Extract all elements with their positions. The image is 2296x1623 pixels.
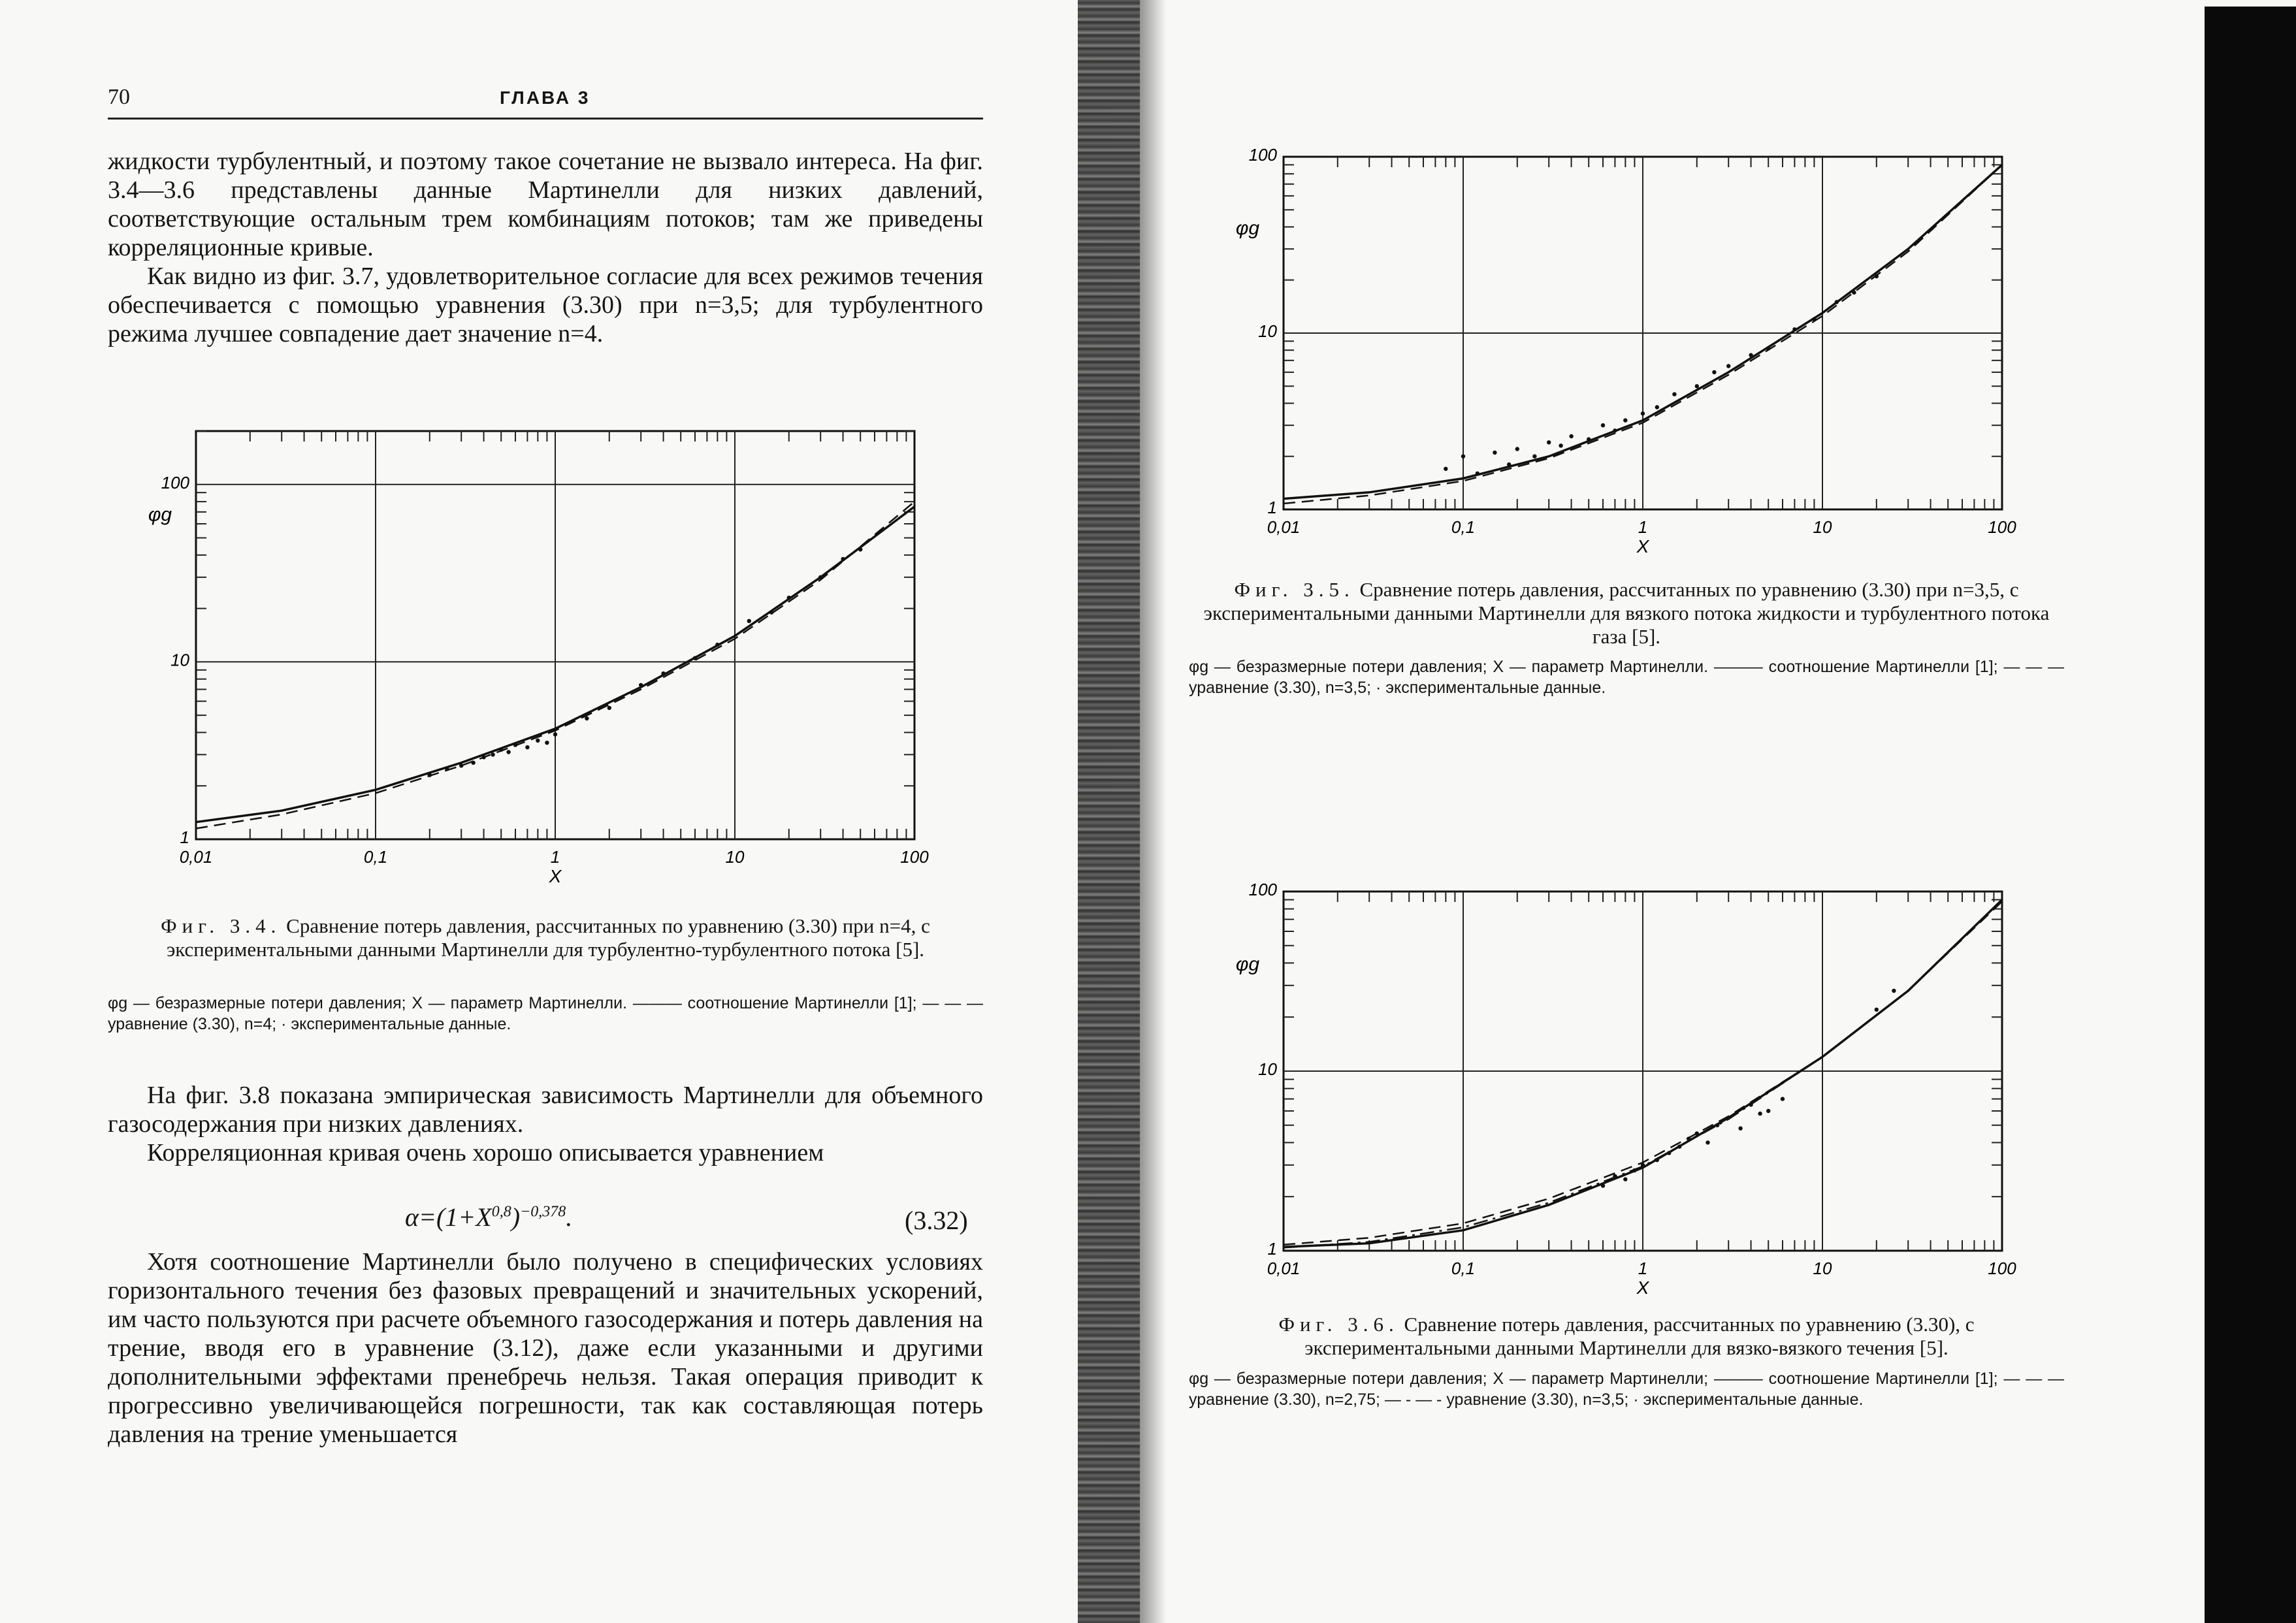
equation: $\alpha=(1+X^{0,8})^{-0,378}$. xyxy=(405,1202,573,1232)
x-axis-label: X xyxy=(549,866,562,886)
figure-caption-text: Сравнение потерь давления, рассчитанных по уравнению (3.30), с экспериментальными данными Мартинелли для вязко-вязкого течения [5]. xyxy=(1304,1313,1975,1359)
data-point xyxy=(1749,353,1753,357)
figure-caption-text: Сравнение потерь давления, рассчитанных по уравнению (3.30) при n=4, с экспериментальными данными Мартинелли для турбулентно-турбулентного потока [5]. xyxy=(166,914,930,961)
x-tick-label: 100 xyxy=(1988,1259,2016,1278)
x-tick-label: 10 xyxy=(1813,1259,1832,1278)
data-point xyxy=(1766,346,1770,350)
figure-label: Фиг. 3.6. xyxy=(1278,1313,1399,1336)
figure-caption xyxy=(1189,578,2064,649)
paragraph: Как видно из фиг. 3.7, удовлетворительное согласие для всех режимов течения обеспечивается с помощью уравнения (3.30) при n=3,5; для турбулентного режима лучшее совпадение дает значение n=4. xyxy=(108,263,983,347)
data-point xyxy=(1655,1158,1659,1162)
x-tick-label: 1 xyxy=(1638,1259,1648,1278)
data-point xyxy=(1672,392,1676,396)
y-axis-label: φg xyxy=(1235,954,1260,975)
data-point xyxy=(513,743,517,747)
data-point xyxy=(1623,418,1627,422)
data-point xyxy=(1712,370,1716,374)
data-point xyxy=(545,741,549,745)
data-point xyxy=(715,643,719,647)
figure-label: Фиг. 3.5. xyxy=(1234,578,1355,601)
x-axis-label: X xyxy=(1636,1278,1649,1298)
y-tick-label: 100 xyxy=(161,472,189,492)
y-axis-label: φg xyxy=(1235,217,1260,239)
data-point xyxy=(1601,1183,1605,1187)
data-point xyxy=(471,761,475,765)
y-tick-label: 10 xyxy=(1258,1059,1277,1079)
data-point xyxy=(1613,428,1617,432)
data-point xyxy=(1715,1123,1719,1127)
data-point xyxy=(1515,447,1519,451)
x-tick-label: 10 xyxy=(1813,517,1832,537)
figure-caption-text: Сравнение потерь давления, рассчитанных по уравнению (3.30) при n=3,5, с экспериментальными данными Мартинелли для вязкого потока жидкости и турбулентного потока газа [5]. xyxy=(1203,578,2050,648)
paragraph: Корреляционная кривая очень хорошо описывается уравнением xyxy=(147,1139,824,1166)
data-point xyxy=(1706,1140,1709,1144)
figure-3-4 xyxy=(0,418,1071,914)
data-point xyxy=(1852,291,1856,295)
data-point xyxy=(585,716,589,720)
y-tick-label: 1 xyxy=(1267,498,1277,517)
data-point xyxy=(428,773,432,777)
data-point xyxy=(506,750,510,754)
figure-legend: φg — безразмерные потери давления; X — параметр Мартинелли; ——— соотношение Мартинелли [1]; — — — уравнение (3.30), n=2,75; — - — - уравнение (3.30), n=3,5; · экспериментальные данные. xyxy=(1189,1370,2064,1409)
y-tick-label: 10 xyxy=(170,650,189,670)
data-point xyxy=(858,547,862,551)
x-tick-label: 10 xyxy=(725,847,745,867)
data-point xyxy=(1476,472,1479,475)
data-point xyxy=(1695,1131,1699,1135)
data-point xyxy=(607,706,611,710)
x-tick-label: 100 xyxy=(900,847,929,867)
x-tick-label: 0,1 xyxy=(1451,1259,1476,1278)
data-point xyxy=(553,732,557,736)
figure-3-6 xyxy=(1189,872,2071,1316)
x-tick-label: 0,01 xyxy=(1267,1259,1301,1278)
equation-number: (3.32) xyxy=(905,1206,968,1235)
body-text-middle xyxy=(108,1081,983,1167)
x-tick-label: 0,01 xyxy=(179,847,213,867)
figure-caption xyxy=(1189,1313,2064,1360)
paragraph: жидкости турбулентный, и поэтому такое сочетание не вызвало интереса. На фиг. 3.4—3.6 представлены данные Мартинелли для низких давлений, соответствующие остальным трем комбинациям потоков; там же приведены корреляционные кривые. xyxy=(108,148,983,261)
y-axis-label: φg xyxy=(148,504,172,526)
figure-legend: φg — безразмерные потери давления; X — параметр Мартинелли. ——— соотношение Мартинелли [1]; — — — уравнение (3.30), n=3,5; · экспериментальные данные. xyxy=(1189,658,2064,697)
data-point xyxy=(1444,467,1447,471)
data-point xyxy=(1613,1174,1617,1178)
gutter-shadow xyxy=(1140,0,1166,1623)
data-point xyxy=(1655,405,1659,409)
data-point xyxy=(1641,1163,1645,1167)
data-point xyxy=(1547,440,1551,444)
data-point xyxy=(491,752,494,756)
data-point xyxy=(459,763,463,767)
data-point xyxy=(1601,423,1605,427)
x-tick-label: 0,1 xyxy=(1451,517,1476,537)
data-point xyxy=(1507,462,1511,466)
data-point xyxy=(536,739,540,743)
x-tick-label: 0,1 xyxy=(363,847,388,867)
scan-edge xyxy=(2205,7,2296,1623)
data-point xyxy=(525,745,529,749)
data-point xyxy=(1792,327,1796,331)
y-tick-label: 100 xyxy=(1248,145,1277,165)
y-tick-label: 100 xyxy=(1248,880,1277,899)
x-tick-label: 100 xyxy=(1988,517,2016,537)
page-number: 70 xyxy=(108,85,130,109)
data-point xyxy=(1587,437,1591,441)
x-tick-label: 0,01 xyxy=(1267,517,1301,537)
chapter-title: ГЛАВА 3 xyxy=(500,88,590,108)
body-text-bottom xyxy=(108,1247,983,1449)
data-point xyxy=(1559,443,1562,447)
data-point xyxy=(1875,1008,1879,1012)
data-point xyxy=(1632,1168,1636,1172)
x-axis-label: X xyxy=(1636,536,1649,556)
data-point xyxy=(1749,1102,1753,1106)
data-point xyxy=(1812,317,1816,321)
x-tick-label: 1 xyxy=(550,847,560,867)
data-point xyxy=(661,671,665,675)
data-point xyxy=(1623,1177,1627,1181)
data-point xyxy=(1461,455,1465,458)
data-point xyxy=(445,767,449,771)
data-point xyxy=(1641,411,1645,415)
data-point xyxy=(1875,274,1879,278)
data-point xyxy=(841,557,845,561)
data-point xyxy=(1687,1136,1690,1140)
body-text-top xyxy=(108,147,983,348)
figure-caption xyxy=(108,914,983,961)
data-point xyxy=(1667,1151,1671,1155)
data-point xyxy=(639,683,643,687)
book-gutter xyxy=(1078,0,1140,1623)
data-point xyxy=(1892,989,1896,993)
data-point xyxy=(1781,1097,1785,1101)
y-tick-label: 1 xyxy=(180,828,189,847)
y-tick-label: 10 xyxy=(1258,321,1277,341)
data-point xyxy=(769,611,773,615)
paragraph: Хотя соотношение Мартинелли было получено в специфических условиях горизонтального течения без фазовых превращений и значительных ускорений, им часто пользуются при расчете объемного газосодержания и потерь давления на трение, вводя его в уравнение (3.12), даже если указанными и другими дополнительными эффектами пренебречь нельзя. Такая операция приводит к прогрессивно увеличивающейся погрешности, так как составляющая потерь давления на трение уменьшается xyxy=(108,1248,983,1448)
data-point xyxy=(747,619,751,623)
data-point xyxy=(1677,1144,1681,1148)
figure-legend: φg — безразмерные потери давления; X — параметр Мартинелли. ——— соотношение Мартинелли [1]; — — — уравнение (3.30), n=4; · экспериментальные данные. xyxy=(108,994,983,1033)
x-tick-label: 1 xyxy=(1638,517,1648,537)
data-point xyxy=(1758,1112,1762,1116)
page-header xyxy=(108,85,983,120)
data-point xyxy=(1835,300,1839,304)
data-point xyxy=(1726,364,1730,368)
data-point xyxy=(1695,384,1699,388)
data-point xyxy=(1569,434,1573,438)
data-point xyxy=(787,596,791,600)
figure-label: Фиг. 3.4. xyxy=(161,914,282,937)
data-point xyxy=(1766,1109,1770,1113)
data-point xyxy=(499,748,503,752)
y-tick-label: 1 xyxy=(1267,1239,1277,1259)
data-point xyxy=(481,755,485,759)
data-point xyxy=(818,575,822,579)
data-point xyxy=(1493,451,1496,455)
paragraph: На фиг. 3.8 показана эмпирическая зависимость Мартинелли для объемного газосодержания при низких давлениях. xyxy=(108,1082,983,1138)
data-point xyxy=(1738,1127,1742,1131)
data-point xyxy=(1532,455,1536,458)
data-point xyxy=(693,656,697,660)
data-point xyxy=(1726,1116,1730,1119)
figure-3-5 xyxy=(1189,131,2071,575)
